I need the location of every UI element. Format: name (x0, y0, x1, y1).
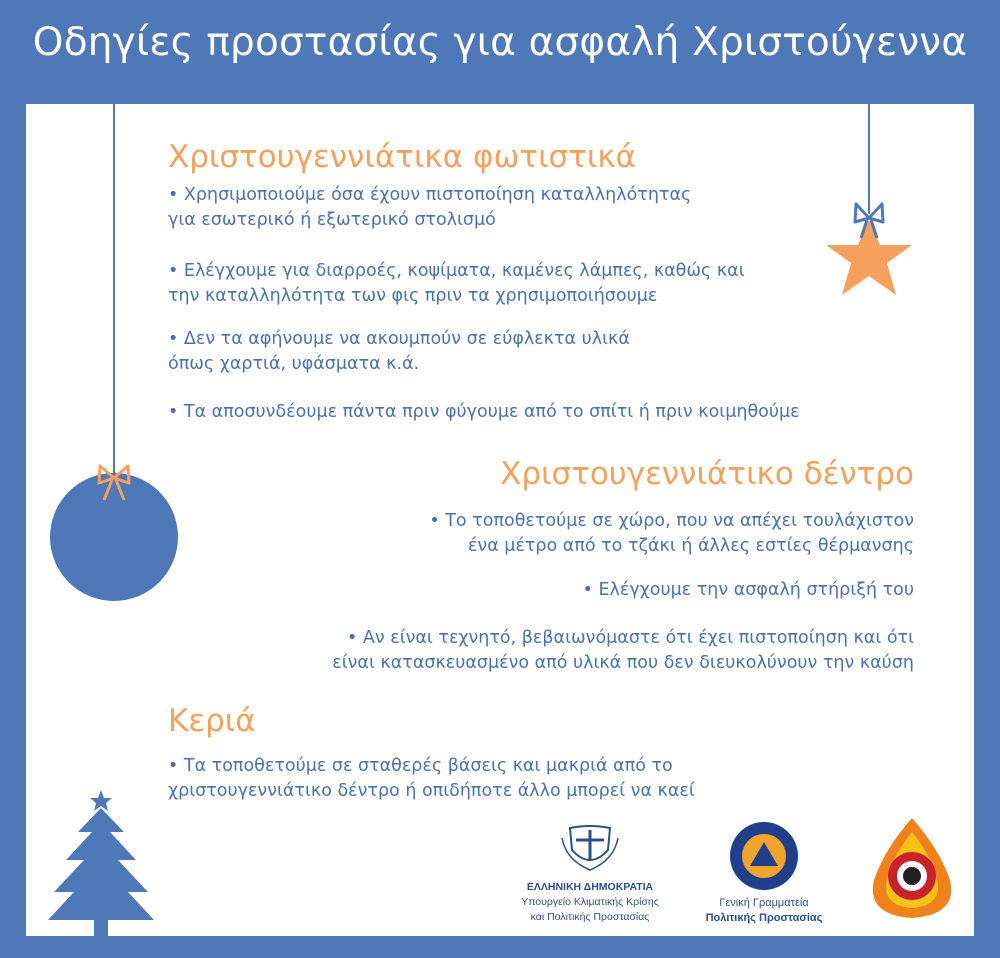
section-heading-tree: Χριστουγεννιάτικο δέντρο (500, 456, 914, 492)
list-item: • Τα τοποθετούμε σε σταθερές βάσεις και μακριά από το χριστουγεννιάτικο δέντρο ή οπιδήποτε άλλο μπορεί να καεί (168, 756, 695, 801)
list-item: • Τα αποσυνδέουμε πάντα πριν φύγουμε από το σπίτι ή πριν κοιμηθούμε (168, 402, 800, 422)
section-heading-candles: Κεριά (168, 703, 256, 739)
civil-protection-logo-icon (730, 822, 798, 890)
list-item: • Ελέγχουμε για διαρροές, κοψίματα, καμένες λάμπες, καθώς και την καταλληλότητα των φις πριν τα χρησιμοποιήσουμε (168, 261, 745, 306)
page-title: Οδηγίες προστασίας για ασφαλή Χριστούγεννα (32, 20, 968, 65)
fire-service-emblem-icon (873, 818, 951, 918)
list-item: • Χρησιμοποιούμε όσα έχουν πιστοποίηση καταλληλότητας για εσωτερικό ή εξωτερικό στολισμό (168, 185, 692, 230)
civil-protection-caption: Γενική Γραμματεία Πολιτικής Προστασίας (705, 897, 823, 924)
ornament-ball-icon (50, 473, 178, 601)
list-item: • Το τοποθετούμε σε χώρο, που να απέχει τουλάχιστον ένα μέτρο από το τζάκι ή άλλες εστίες θέρμανσης (429, 511, 914, 556)
list-item: • Ελέγχουμε την ασφαλή στήριξή του (582, 580, 914, 600)
christmas-tree-icon (48, 790, 154, 936)
star-icon (826, 220, 912, 295)
greek-republic-emblem-icon (562, 826, 618, 870)
republic-logo-caption: ΕΛΛΗΝΙΚΗ ΔΗΜΟΚΡΑΤΙΑ Υπουργείο Κλιματικής Κρίσης και Πολιτικής Προστασίας (521, 881, 659, 923)
list-item: • Αν είναι τεχνητό, βεβαιωνόμαστε ότι έχει πιστοποίηση και ότι είναι κατασκευασμένο από υλικά που δεν διευκολύνουν την καύση (332, 628, 914, 673)
list-item: • Δεν τα αφήνουμε να ακουμπούν σε εύφλεκτα υλικά όπως χαρτιά, υφάσματα κ.ά. (168, 329, 630, 374)
section-heading-lights: Χριστουγεννιάτικα φωτιστικά (168, 139, 637, 175)
